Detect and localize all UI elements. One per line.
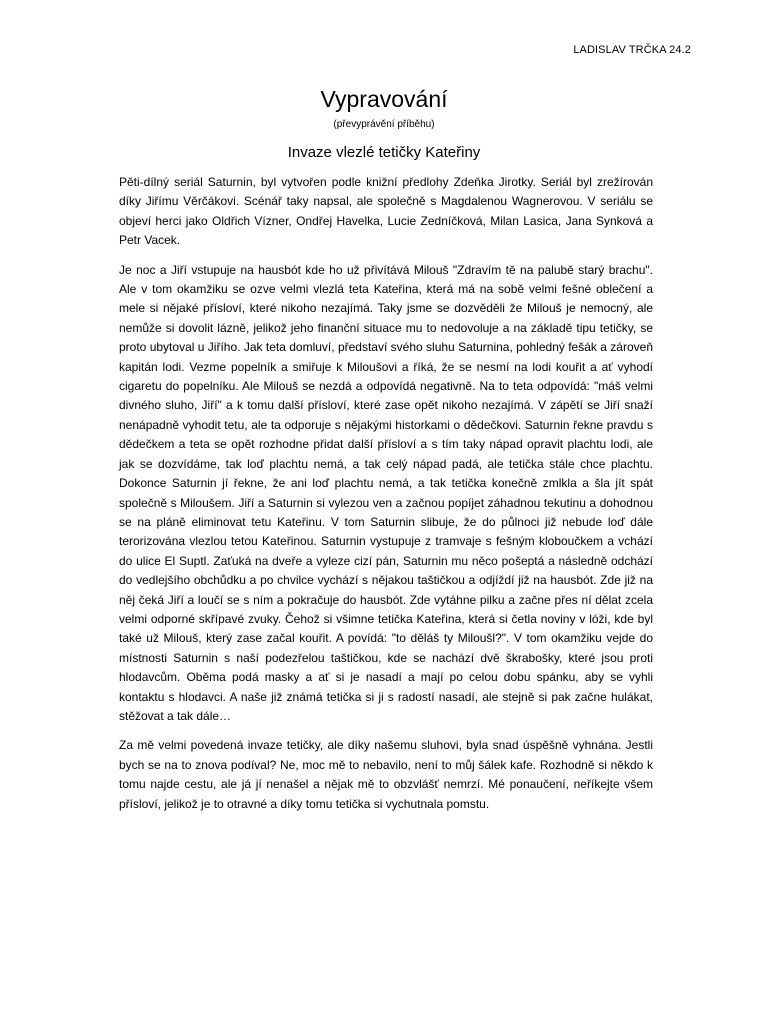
paragraph-intro: Pěti-dílný seriál Saturnin, byl vytvořen podle knižní předlohy Zdeňka Jirotky. Seriál byl zrežírován díky Jiřímu Věrčákovi. Scénář taky napsal, ale společně s Magdalenou Wagnerovou. V seriálu se objeví herci jako Oldřich Vízner, Ondřej Havelka, Lucie Zedníčková, Milan Lasica, Jana Synková a Petr Vacek. xyxy=(119,175,653,248)
document-title: Vypravování xyxy=(320,86,448,112)
document-body xyxy=(119,173,653,824)
author-date-header: LADISLAV TRČKA 24.2 xyxy=(573,44,691,56)
story-heading: Invaze vlezlé tetičky Kateřiny xyxy=(287,144,481,161)
paragraph-conclusion: Za mě velmi povedená invaze tetičky, ale díky našemu sluhovi, byla snad úspěšně vyhnána. Jestli bych se na to znova podíval? Ne, moc mě to nebavilo, není to můj šálek kafe. Rozhodně si někdo k tomu najde cestu, ale já jí nenašel a nějak mě to obzvlášť nemrzí. Mé ponaučení, neříkejte všem přísloví, jelikož je to otravné a díky tomu tetička si vychutnala pomstu. xyxy=(119,738,653,811)
document-subtitle: (převyprávění příběhu) xyxy=(333,119,435,130)
paragraph-story: Je noc a Jiří vstupuje na hausbót kde ho už přivítává Milouš "Zdravím tě na palubě starý brachu". Ale v tom okamžiku se ozve velmi vlezlá teta Kateřina, která má na sobě velmi fešné oblečení a mele si nějaké přísloví, které nikoho nezajímá. Taky jsme se dozvěděli že Milouš je nemocný, ale nemůže si dovolit lázně, jelikož jeho finanční situace mu to nedovoluje a na základě tipu tetičky, se proto ubytoval u Jiřího. Jak teta domluví, představí svého sluhu Saturnina, pohledný fešák a zároveň kapitán lodi. Vezme popelník a smiřuje k Miloušovi a říká, že se nesmí na lodi kouřit a ať vyhodí cigaretu do popelníku. Ale Milouš se nezdá a odpovídá negativně. Na to teta odpovídá: "máš velmi divného sluho, Jiří" a k tomu další přísloví, které zase opět nikoho nezajímá. V zápětí se Jiří snaží nenápadně vyhodit tetu, ale ta odporuje s nějakými historkami o dědečkovi. Saturnin řekne pravdu s dědečkem a teta se opět rozhodne přidat další přísloví a s tím taky nápad opravit plachtu lodi, ale jak se dozvídáme, tak loď plachtu nemá, a tak celý nápad padá, ale tetička stále chce plachtu. Dokonce Saturnin jí řekne, že ani loď plachtu nemá, a tak tetička konečně zmlkla a šla jít spát společně s Miloušem. Jiří a Saturnin si vylezou ven a začnou popíjet záhadnou tekutinu a dohodnou se na pláně eliminovat tetu Kateřinu. V tom Saturnin slibuje, že do půlnoci již nebude loď dále terorizována vlezlou tetou Kateřinou. Saturnin vystupuje z tramvaje s fešným kloboučkem a vchází do ulice El Suptl. Zaťuká na dveře a vyleze cizí pán, Saturnin mu něco pošeptá a následně odchází do vedlejšího obchůdku a po chvilce vychází s nějakou taštičkou a odjíždí již na hausbót. Zde již na něj čeká Jiří a loučí se s ním a pokračuje do hausbót. Zde vytáhne pilku a začne přes ní dělat zcela velmi odporné skřípavé zvuky. Čehož si všimne tetička Kateřina, která si četla noviny v lóži, kde byl také už Milouš, který zase začal kouřit. A povídá: "to děláš ty Miloušl?". V tom okamžiku vejde do místnosti Saturnin s naší podezřelou taštičkou, kde se nachází dvě škrabošky, které jsou proti hlodavcům. Oběma podá masky a ať si je nasadí a mají po celou dobu spánku, aby se vyhli kontaktu s hlodavci. A naše již známá tetička si ji s radostí nasadí, ale stejně si pak začne hulákat, stěžovat a tak dále… xyxy=(119,262,653,723)
